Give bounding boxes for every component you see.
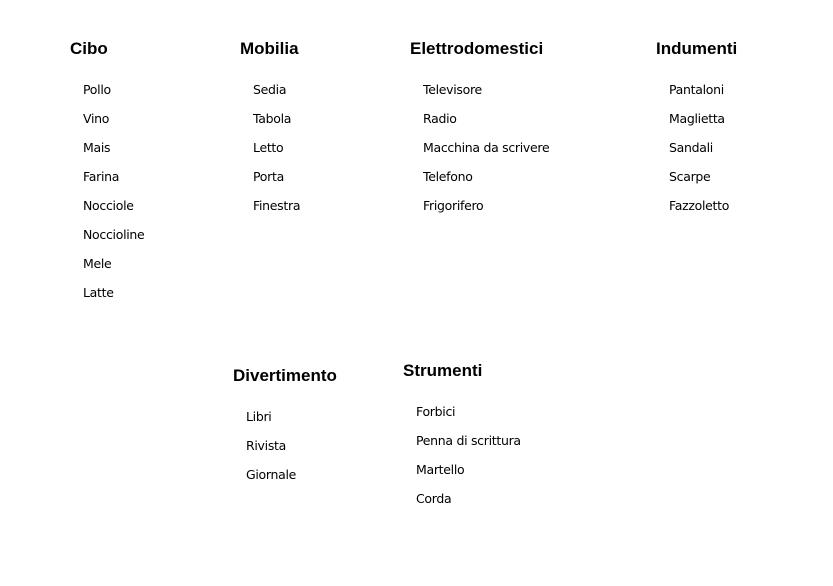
list-item: Giornale [246, 467, 297, 482]
list-item: Scarpe [669, 169, 711, 184]
list-item: Porta [253, 169, 284, 184]
group-heading-elettrodomestici: Elettrodomestici [410, 39, 544, 58]
group-heading-mobilia: Mobilia [240, 39, 299, 58]
list-item: Pollo [83, 82, 111, 97]
group-divertimento [233, 366, 337, 489]
list-item: Farina [83, 169, 120, 184]
group-indumenti [656, 39, 737, 220]
list-item: Mais [83, 140, 111, 155]
list-item: Maglietta [669, 111, 725, 126]
list-item: Forbici [416, 404, 456, 419]
list-item: Frigorifero [423, 198, 484, 213]
list-item: Rivista [246, 438, 287, 453]
list-item: Letto [253, 140, 284, 155]
list-item: Tabola [253, 111, 292, 126]
list-item: Telefono [423, 169, 473, 184]
list-item: Martello [416, 462, 465, 477]
list-item: Fazzoletto [669, 198, 730, 213]
list-item: Corda [416, 491, 452, 506]
group-cibo [70, 39, 144, 307]
group-heading-cibo: Cibo [70, 39, 108, 58]
list-item: Pantaloni [669, 82, 724, 97]
group-elettrodomestici [410, 39, 549, 220]
item-list-cibo [70, 75, 144, 307]
list-item: Finestra [253, 198, 301, 213]
group-heading-indumenti: Indumenti [656, 39, 738, 58]
list-item: Libri [246, 409, 272, 424]
list-item: Radio [423, 111, 457, 126]
group-heading-divertimento: Divertimento [233, 366, 337, 385]
list-item: Latte [83, 285, 114, 300]
group-mobilia [240, 39, 300, 220]
group-heading-strumenti: Strumenti [403, 361, 483, 380]
item-list-elettrodomestici [410, 75, 549, 220]
list-item: Mele [83, 256, 112, 271]
item-list-divertimento [233, 402, 337, 489]
list-item: Noccioline [83, 227, 145, 242]
list-item: Sedia [253, 82, 287, 97]
item-list-indumenti [656, 75, 737, 220]
list-item: Macchina da scrivere [423, 140, 550, 155]
list-item: Vino [83, 111, 110, 126]
list-item: Penna di scrittura [416, 433, 521, 448]
item-list-strumenti [403, 397, 521, 513]
list-item: Televisore [423, 82, 482, 97]
group-strumenti [403, 361, 521, 513]
list-item: Nocciole [83, 198, 134, 213]
item-list-mobilia [240, 75, 300, 220]
list-item: Sandali [669, 140, 713, 155]
